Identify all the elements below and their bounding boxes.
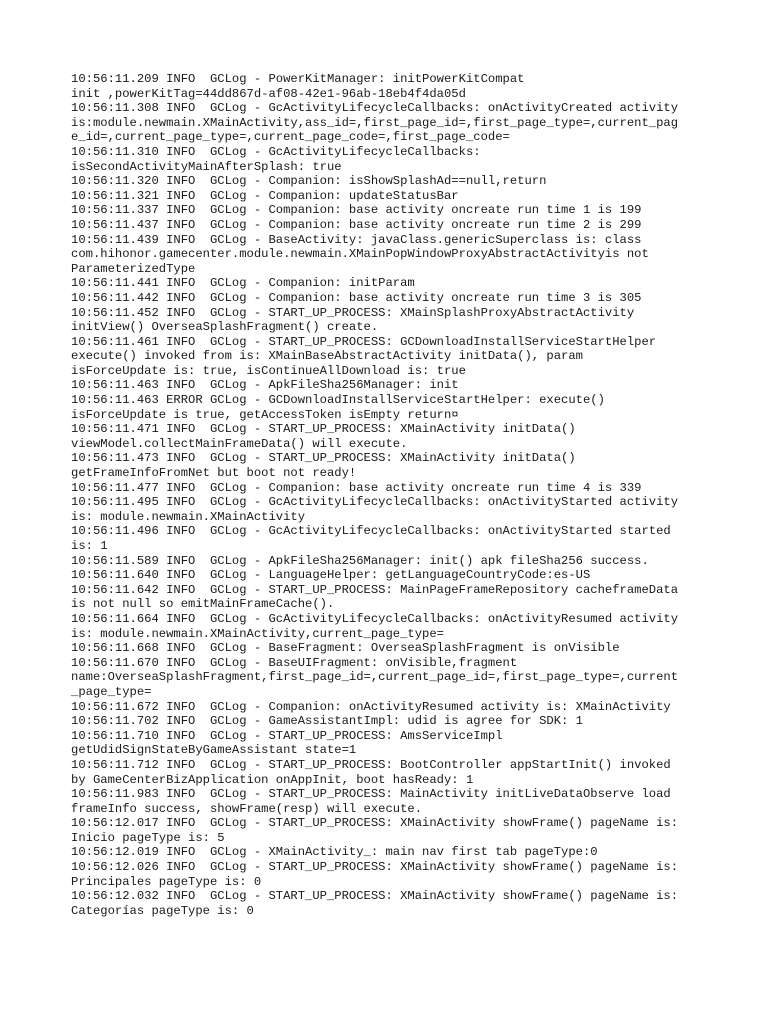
log-line: 10:56:11.320 INFO GCLog - Companion: isShowSplashAd==null,return (71, 174, 547, 189)
log-line: 10:56:11.642 INFO GCLog - START_UP_PROCESS: MainPageFrameRepository cacheframeData (71, 582, 679, 597)
log-line: isForceUpdate is true, getAccessToken isEmpty return¤ (71, 407, 459, 422)
log-line: is:module.newmain.XMainActivity,ass_id=,first_page_id=,first_page_type=,current_pag (71, 115, 679, 130)
log-line: 10:56:11.437 INFO GCLog - Companion: base activity oncreate run time 2 is 299 (71, 217, 642, 232)
log-line: 10:56:12.032 INFO GCLog - START_UP_PROCESS: XMainActivity showFrame() pageName is: (71, 889, 679, 904)
log-line: 10:56:11.461 INFO GCLog - START_UP_PROCESS: GCDownloadInstallServiceStartHelper (71, 334, 657, 349)
log-line: e_id=,current_page_type=,current_page_code=,first_page_code= (71, 130, 510, 145)
log-line: 10:56:11.321 INFO GCLog - Companion: updateStatusBar (71, 188, 459, 203)
log-line: 10:56:11.310 INFO GCLog - GcActivityLifecycleCallbacks: (71, 144, 481, 159)
log-line: Categorías pageType is: 0 (71, 903, 254, 918)
log-line: 10:56:11.439 INFO GCLog - BaseActivity: javaClass.genericSuperclass is: class (71, 232, 642, 247)
log-line: 10:56:11.337 INFO GCLog - Companion: base activity oncreate run time 1 is 199 (71, 203, 642, 218)
log-line: 10:56:11.664 INFO GCLog - GcActivityLifecycleCallbacks: onActivityResumed activity (71, 611, 679, 626)
log-line: 10:56:11.452 INFO GCLog - START_UP_PROCESS: XMainSplashProxyAbstractActivity (71, 305, 635, 320)
log-line: isForceUpdate is: true, isContinueAllDownload is: true (71, 363, 466, 378)
log-line: 10:56:11.441 INFO GCLog - Companion: initParam (71, 276, 415, 291)
log-line: 10:56:11.496 INFO GCLog - GcActivityLifecycleCallbacks: onActivityStarted started (71, 524, 671, 539)
log-line: is not null so emitMainFrameCache(). (71, 597, 335, 612)
log-line: 10:56:11.473 INFO GCLog - START_UP_PROCESS: XMainActivity initData() (71, 451, 576, 466)
log-line: by GameCenterBizApplication onAppInit, boot hasReady: 1 (71, 772, 474, 787)
log-line: 10:56:11.477 INFO GCLog - Companion: base activity oncreate run time 4 is 339 (71, 480, 642, 495)
log-line: execute() invoked from is: XMainBaseAbstractActivity initData(), param (71, 349, 583, 364)
log-document (71, 72, 711, 918)
log-line: 10:56:11.668 INFO GCLog - BaseFragment: OverseaSplashFragment is onVisible (71, 641, 620, 656)
log-line: Principales pageType is: 0 (71, 874, 262, 889)
log-list (71, 72, 711, 918)
log-line: com.hihonor.gamecenter.module.newmain.XMainPopWindowProxyAbstractActivityis not (71, 247, 649, 262)
log-line: 10:56:12.019 INFO GCLog - XMainActivity_: main nav first tab pageType:0 (71, 845, 598, 860)
log-line: 10:56:11.670 INFO GCLog - BaseUIFragment: onVisible,fragment (71, 655, 518, 670)
log-line: 10:56:11.702 INFO GCLog - GameAssistantImpl: udid is agree for SDK: 1 (71, 714, 583, 729)
log-line: 10:56:11.495 INFO GCLog - GcActivityLifecycleCallbacks: onActivityStarted activity (71, 495, 679, 510)
log-line: 10:56:11.471 INFO GCLog - START_UP_PROCESS: XMainActivity initData() (71, 422, 576, 437)
log-line: 10:56:12.026 INFO GCLog - START_UP_PROCESS: XMainActivity showFrame() pageName is: (71, 860, 679, 875)
log-line: isSecondActivityMainAfterSplash: true (71, 159, 342, 174)
log-line: 10:56:11.209 INFO GCLog - PowerKitManager: initPowerKitCompat (71, 72, 525, 86)
log-line: is: 1 (71, 539, 108, 553)
log-line: _page_type= (71, 684, 152, 699)
log-line: Inicio pageType is: 5 (71, 830, 225, 845)
log-line: is: module.newmain.XMainActivity,current_page_type= (71, 626, 444, 641)
log-line: 10:56:11.589 INFO GCLog - ApkFileSha256Manager: init() apk fileSha256 success. (71, 553, 649, 568)
log-line: getFrameInfoFromNet but boot not ready! (71, 466, 357, 481)
log-line: initView() OverseaSplashFragment() create. (71, 320, 379, 335)
log-line: 10:56:11.308 INFO GCLog - GcActivityLifecycleCallbacks: onActivityCreated activity (71, 101, 679, 116)
log-line: getUdidSignStateByGameAssistant state=1 (71, 743, 357, 758)
log-line: is: module.newmain.XMainActivity (71, 509, 306, 524)
log-line: init ,powerKitTag=44dd867d-af08-42e1-96ab-18eb4f4da05d (71, 86, 466, 101)
log-line: 10:56:11.463 INFO GCLog - ApkFileSha256Manager: init (71, 378, 459, 393)
log-line: 10:56:11.640 INFO GCLog - LanguageHelper: getLanguageCountryCode:es-US (71, 568, 591, 583)
log-line: viewModel.collectMainFrameData() will execute. (71, 436, 408, 451)
log-line: 10:56:11.442 INFO GCLog - Companion: base activity oncreate run time 3 is 305 (71, 290, 642, 305)
log-line: 10:56:11.712 INFO GCLog - START_UP_PROCESS: BootController appStartInit() invoked (71, 757, 671, 772)
log-line: ParameterizedType (71, 261, 196, 276)
log-line: 10:56:11.983 INFO GCLog - START_UP_PROCESS: MainActivity initLiveDataObserve load (71, 787, 671, 802)
log-line: 10:56:11.672 INFO GCLog - Companion: onActivityResumed activity is: XMainActivity (71, 699, 671, 714)
log-line: 10:56:12.017 INFO GCLog - START_UP_PROCESS: XMainActivity showFrame() pageName is: (71, 816, 679, 831)
log-line: 10:56:11.710 INFO GCLog - START_UP_PROCESS: AmsServiceImpl (71, 728, 503, 743)
log-line: 10:56:11.463 ERROR GCLog - GCDownloadInstallServiceStartHelper: execute() (71, 393, 605, 408)
log-line: frameInfo success, showFrame(resp) will execute. (71, 801, 423, 816)
log-line: name:OverseaSplashFragment,first_page_id=,current_page_id=,first_page_type=,current (71, 670, 679, 685)
